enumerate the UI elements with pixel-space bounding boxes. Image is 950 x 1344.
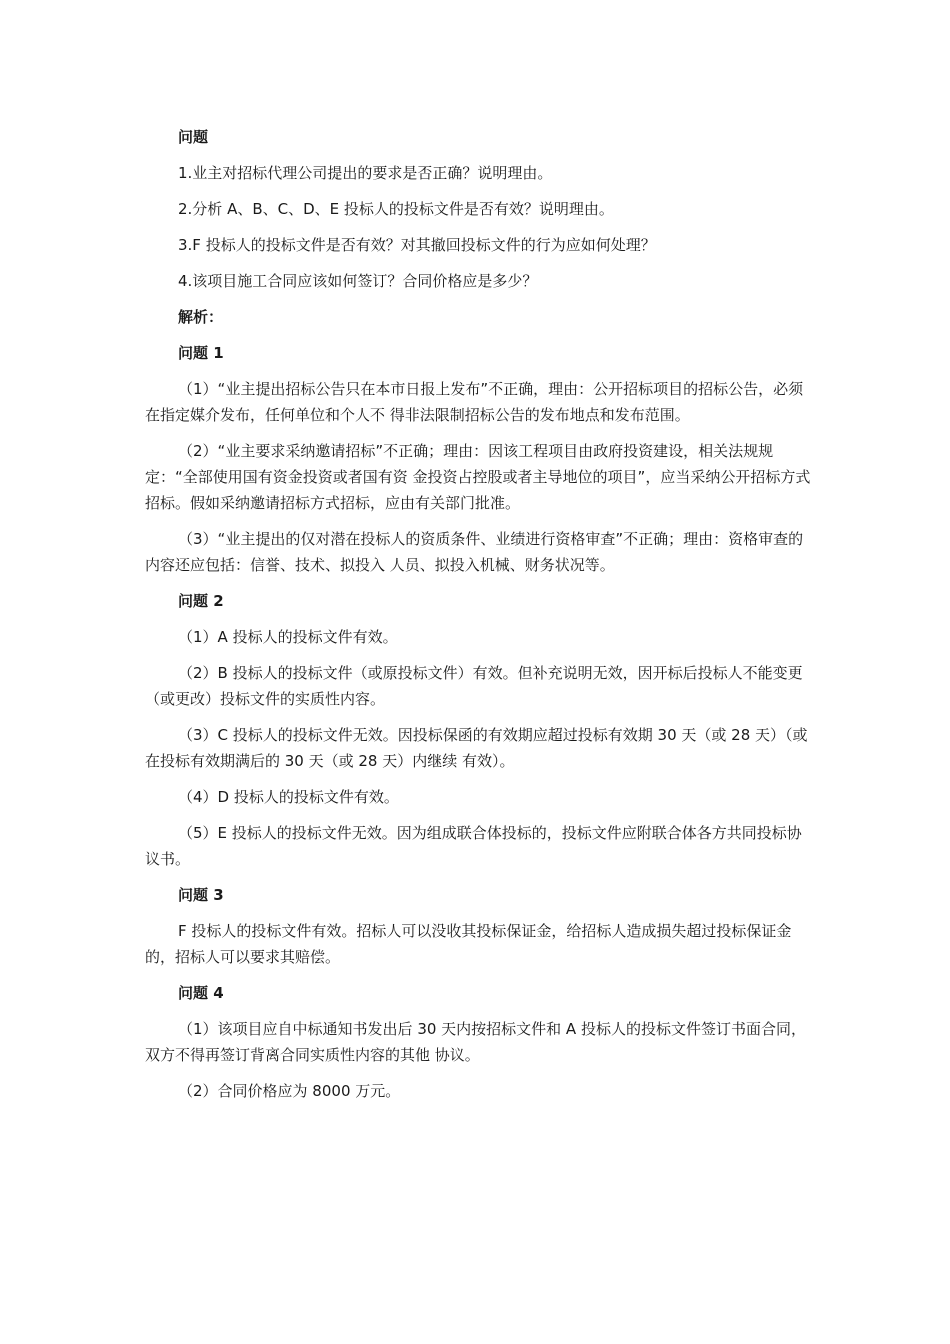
q1-paragraph: （2）“业主要求采纳邀请招标”不正确；理由：因该工程项目由政府投资建设，相关法规规定：“全部使用国有资金投资或者国有资 金投资占控股或者主导地位的项目”，应当采纳公开招标方式招标。假如采纳邀请招标方式招标，应由有关部门批准。	[145, 442, 811, 512]
q2-paragraph: （1）A 投标人的投标文件有效。	[178, 628, 398, 646]
q1-heading: 问题 1	[178, 344, 224, 362]
q1-paragraph: （3）“业主提出的仅对潜在投标人的资质条件、业绩进行资格审查”不正确；理由：资格审查的内容还应包括：信誉、技术、拟投入 人员、拟投入机械、财务状况等。	[145, 530, 804, 574]
q3-paragraph: F 投标人的投标文件有效。招标人可以没收其投标保证金，给招标人造成损失超过投标保证金的，招标人可以要求其赔偿。	[145, 922, 792, 966]
q4-paragraph: （1）该项目应自中标通知书发出后 30 天内按招标文件和 A 投标人的投标文件签订书面合同，双方不得再签订背离合同实质性内容的其他 协议。	[145, 1020, 806, 1064]
document-body	[145, 124, 815, 1114]
q2-paragraph: （3）C 投标人的投标文件无效。因投标保函的有效期应超过投标有效期 30 天（或 28 天）（或在投标有效期满后的 30 天（或 28 天）内继续 有效）。	[145, 726, 808, 770]
analysis-heading: 解析：	[178, 308, 224, 326]
question-item: 1.业主对招标代理公司提出的要求是否正确？说明理由。	[178, 164, 553, 182]
q1-paragraph: （1）“业主提出招标公告只在本市日报上发布”不正确，理由：公开招标项目的招标公告，必须在指定媒介发布，任何单位和个人不 得非法限制招标公告的发布地点和发布范围。	[145, 380, 804, 424]
q2-heading: 问题 2	[178, 592, 224, 610]
q2-paragraph: （4）D 投标人的投标文件有效。	[178, 788, 399, 806]
q4-heading: 问题 4	[178, 984, 224, 1002]
question-item: 2.分析 A、B、C、D、E 投标人的投标文件是否有效？说明理由。	[178, 200, 614, 218]
q3-heading: 问题 3	[178, 886, 224, 904]
questions-heading: 问题	[178, 128, 209, 146]
question-item: 3.F 投标人的投标文件是否有效？对其撤回投标文件的行为应如何处理？	[178, 236, 656, 254]
question-item: 4.该项目施工合同应该如何签订？合同价格应是多少？	[178, 272, 538, 290]
q2-paragraph: （5）E 投标人的投标文件无效。因为组成联合体投标的，投标文件应附联合体各方共同投标协议书。	[145, 824, 802, 868]
q2-paragraph: （2）B 投标人的投标文件（或原投标文件）有效。但补充说明无效，因开标后投标人不能变更（或更改）投标文件的实质性内容。	[145, 664, 803, 708]
q4-paragraph: （2）合同价格应为 8000 万元。	[178, 1082, 401, 1100]
